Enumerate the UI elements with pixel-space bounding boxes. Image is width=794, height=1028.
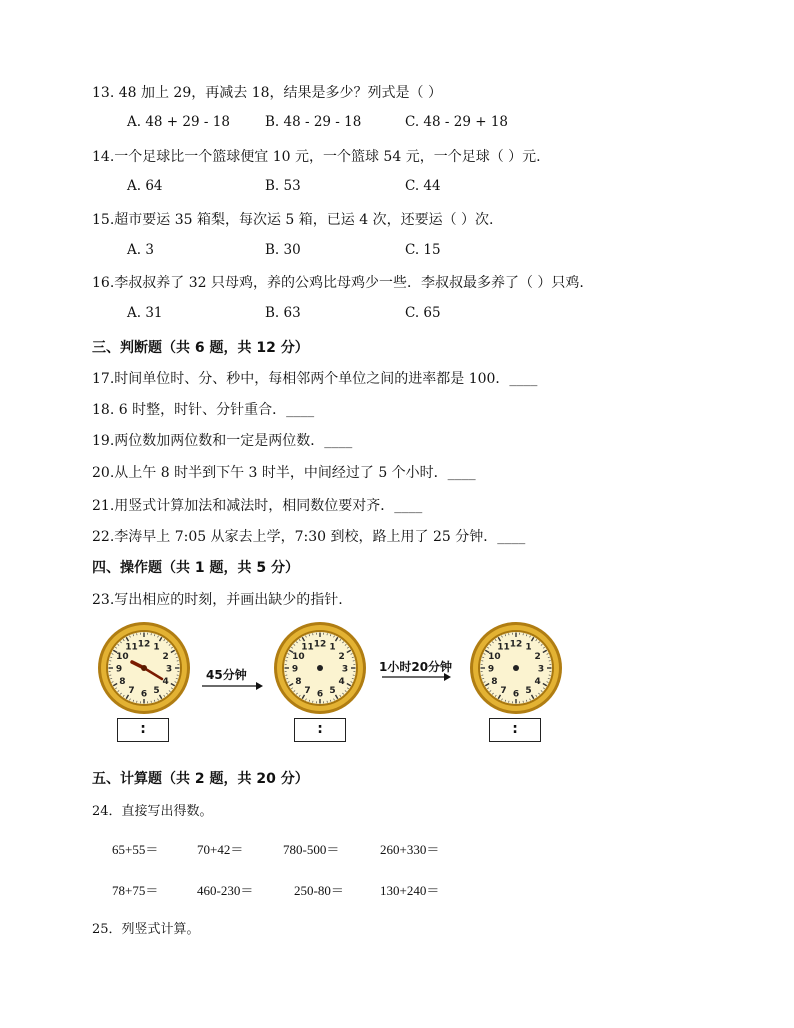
q13-option-a: A. 48 + 29 - 18 [127,114,230,130]
clock-3 [468,620,564,716]
clock-number: 1 [329,642,336,653]
question-21: 21.用竖式计算加法和减法时，相同数位要对齐．____ [92,498,423,514]
clock-number: 2 [534,651,541,662]
clock-number: 6 [512,689,520,700]
arrow-1-label: 45分钟 [206,668,247,682]
clock-number: 2 [162,651,169,662]
clock-number: 8 [491,676,498,687]
clock-number: 3 [341,664,349,675]
q16-option-b: B. 63 [265,305,301,321]
clock-number: 12 [509,639,523,650]
section-5-title: 五、计算题（共 2 题，共 20 分） [92,771,309,787]
calc-item: 460-230＝ [197,883,254,898]
clock-number: 6 [316,689,324,700]
question-15: 15.超市要运 35 箱梨，每次运 5 箱，已运 4 次，还要运（ ）次. [92,212,494,228]
clock-number: 12 [137,639,151,650]
question-18: 18. 6 时整，时针、分针重合．____ [92,402,315,418]
clock-2 [272,620,368,716]
calc-item: 65+55＝ [112,842,159,857]
arrow-2-label: 1小时20分钟 [379,660,453,674]
question-20: 20.从上午 8 时半到下午 3 时半，中间经过了 5 个小时．____ [92,465,476,481]
clock-number: 1 [525,642,532,653]
question-14: 14.一个足球比一个篮球便宜 10 元，一个篮球 54 元，一个足球（ ）元. [92,149,541,165]
clock-number: 8 [119,676,126,687]
section-3-title: 三、判断题（共 6 题，共 12 分） [92,340,309,356]
question-25: 25．列竖式计算。 [92,922,200,937]
clock-number: 4 [338,676,345,687]
q16-option-c: C. 65 [405,305,441,321]
clock-number: 7 [500,685,507,696]
clock-number: 10 [116,651,129,662]
clock-number: 10 [292,651,305,662]
clock-number: 1 [153,642,160,653]
question-16: 16.李叔叔养了 32 只母鸡，养的公鸡比母鸡少一些．李叔叔最多养了（ ）只鸡. [92,275,584,291]
calc-item: 70+42＝ [197,842,244,857]
calc-item: 130+240＝ [380,883,440,898]
clock-1 [96,620,192,716]
clock-number: 9 [115,664,123,675]
clock-number: 11 [497,642,510,653]
clock-number: 4 [534,676,541,687]
arrow-2 [380,671,452,683]
q13-option-b: B. 48 - 29 - 18 [265,114,362,130]
q14-option-a: A. 64 [127,178,163,194]
question-24: 24．直接写出得数。 [92,804,213,819]
time-box-2[interactable]: : [294,718,346,742]
clock-number: 4 [162,676,169,687]
question-22: 22.李涛早上 7:05 从家去上学，7:30 到校，路上用了 25 分钟．____ [92,529,526,545]
time-box-1[interactable]: : [117,718,169,742]
clock-number: 9 [291,664,299,675]
clock-number: 8 [295,676,302,687]
clock-number: 10 [488,651,501,662]
question-23: 23.写出相应的时刻，并画出缺少的指针. [92,592,343,608]
q15-option-a: A. 3 [127,242,154,258]
q15-option-b: B. 30 [265,242,301,258]
arrow-1 [200,680,264,692]
calc-item: 78+75＝ [112,883,159,898]
clock-number: 12 [313,639,327,650]
calc-item: 250-80＝ [294,883,344,898]
clock-number: 2 [338,651,345,662]
clock-number: 5 [525,685,532,696]
q14-option-c: C. 44 [405,178,441,194]
calc-item: 260+330＝ [380,842,440,857]
clock-number: 7 [128,685,135,696]
clock-number: 11 [301,642,314,653]
section-4-title: 四、操作题（共 1 题，共 5 分） [92,560,299,576]
clock-number: 5 [153,685,160,696]
clock-number: 5 [329,685,336,696]
clock-number: 6 [140,689,148,700]
q14-option-b: B. 53 [265,178,301,194]
clock-number: 9 [487,664,495,675]
question-19: 19.两位数加两位数和一定是两位数．____ [92,433,353,449]
clock-number: 3 [165,664,173,675]
question-13: 13. 48 加上 29，再减去 18，结果是多少？列式是（ ） [92,85,442,101]
q13-option-c: C. 48 - 29 + 18 [405,114,509,130]
clock-number: 7 [304,685,311,696]
time-box-3[interactable]: : [489,718,541,742]
q16-option-a: A. 31 [127,305,163,321]
question-17: 17.时间单位时、分、秒中，每相邻两个单位之间的进率都是 100．____ [92,371,538,387]
clock-number: 11 [125,642,138,653]
calc-item: 780-500＝ [283,842,340,857]
clock-number: 3 [537,664,545,675]
q15-option-c: C. 15 [405,242,441,258]
